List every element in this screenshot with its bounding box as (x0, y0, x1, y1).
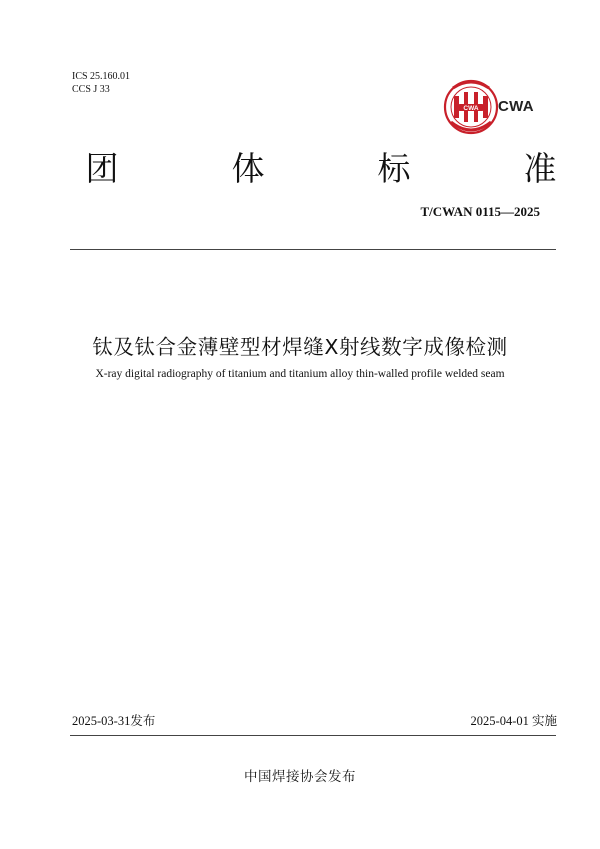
title-chinese: 钛及钛合金薄壁型材焊缝X射线数字成像检测 (92, 335, 508, 359)
ccs-code: CCS J 33 (72, 84, 110, 95)
standard-number: T/CWAN 0115—2025 (420, 204, 540, 219)
heading-char: 准 (523, 149, 557, 188)
top-divider (70, 249, 556, 250)
effective-date: 2025-04-01 实施 (470, 714, 557, 728)
publisher: 中国焊接协会发布 (244, 769, 356, 785)
heading-char: 标 (377, 149, 411, 188)
heading-char: 体 (231, 149, 265, 188)
bottom-divider (70, 735, 556, 736)
standard-type-heading (82, 147, 560, 191)
heading-char: 团 (85, 149, 119, 188)
svg-text:CWA: CWA (463, 105, 479, 112)
ics-code: ICS 25.160.01 (72, 71, 131, 82)
issue-date: 2025-03-31发布 (72, 714, 156, 728)
title-english: X-ray digital radiography of titanium and titanium alloy thin-walled profile welded seam (95, 368, 505, 380)
logo-text: CWA (498, 98, 534, 115)
classification-codes (72, 70, 130, 96)
